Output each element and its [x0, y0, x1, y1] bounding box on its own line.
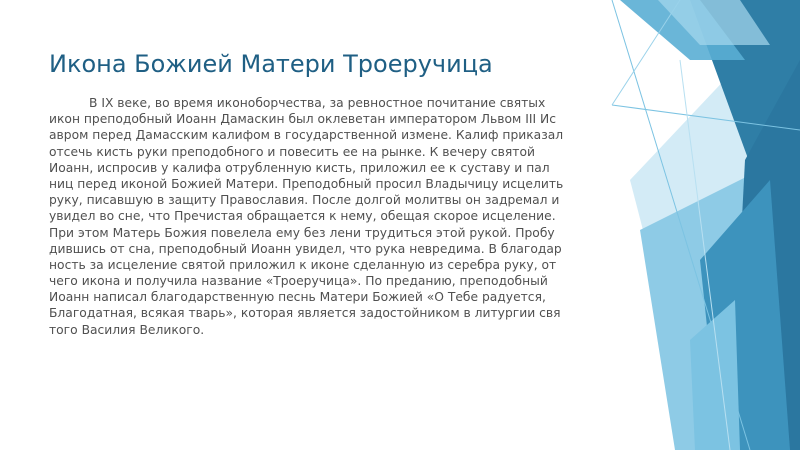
body-line: икон преподобный Иоанн Дамаскин был оклеветан императором Львом III Ис	[49, 112, 556, 127]
body-line: увидел во сне, что Пречистая обращается к нему, обещая скорое исцеление.	[49, 209, 556, 224]
body-line: дившись от сна, преподобный Иоанн увидел, что рука невредима. В благодар	[49, 241, 562, 256]
body-line: При этом Матерь Божия повелела ему без лени трудиться этой рукой. Пробу	[49, 225, 555, 240]
body-line: Благодатная, всякая тварь», которая является задостойником в литургии свя	[49, 306, 561, 321]
body-line: В IX веке, во время иконоборчества, за ревностное почитание святых	[89, 96, 546, 110]
body-line: отсечь кисть руки преподобного и повесить ее на рынке. К вечеру святой	[49, 144, 535, 159]
body-line: чего икона и получила название «Троеручица». По преданию, преподобный	[49, 274, 548, 289]
body-line: того Василия Великого.	[49, 322, 205, 337]
body-line: ниц перед иконой Божией Матери. Преподобный просил Владычицу исцелить	[49, 176, 564, 191]
body-line: руку, писавшую в защиту Православия. После долгой молитвы он задремал и	[49, 193, 560, 208]
body-line: Иоанн, испросив у калифа отрубленную кисть, приложил ее к суставу и пал	[49, 160, 550, 175]
slide-title: Икона Божией Матери Троеручица	[49, 50, 493, 78]
body-line: ность за исцеление святой приложил к иконе сделанную из серебра руку, от	[49, 257, 557, 272]
body-line: авром перед Дамасским калифом в государственной измене. Калиф приказал	[49, 128, 564, 143]
body-paragraph	[49, 95, 609, 338]
body-line: Иоанн написал благодарственную песнь Матери Божией «О Тебе радуется,	[49, 290, 546, 305]
